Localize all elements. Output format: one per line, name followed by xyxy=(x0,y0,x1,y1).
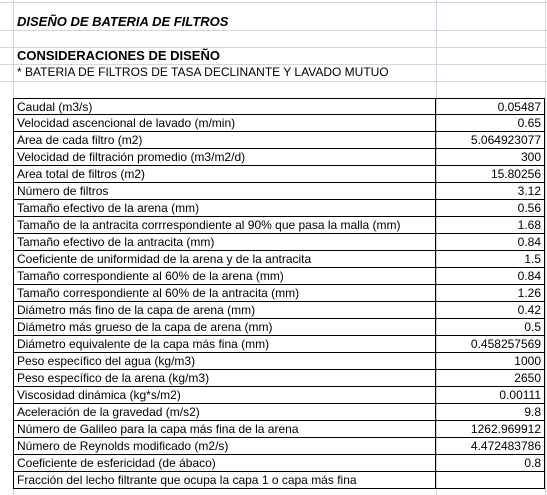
table-row xyxy=(0,455,547,472)
design-note[interactable]: * BATERIA DE FILTROS DE TASA DECLINANTE Y LAVADO MUTUO xyxy=(17,65,389,79)
parameter-label-cell[interactable]: Aceleración de la gravedad (m/s2) xyxy=(13,404,436,421)
parameter-label-cell[interactable]: Area total de filtros (m2) xyxy=(13,166,436,183)
parameter-value-cell[interactable]: 4.472483786 xyxy=(436,438,545,455)
table-row xyxy=(0,166,547,183)
parameter-value-cell[interactable]: 1.5 xyxy=(436,251,545,268)
parameter-label-cell[interactable]: Tamaño de la antracita corrrespondiente al 90% que pasa la malla (mm) xyxy=(13,217,436,234)
table-row xyxy=(0,404,547,421)
table-row xyxy=(0,268,547,285)
parameter-value-cell[interactable]: 15.80256 xyxy=(436,166,545,183)
parameter-value-cell[interactable]: 0.458257569 xyxy=(436,336,545,353)
parameter-value-cell[interactable]: 0.84 xyxy=(436,234,545,251)
parameter-label-cell[interactable]: Tamaño efectivo de la antracita (mm) xyxy=(13,234,436,251)
parameter-value-cell[interactable]: 1.68 xyxy=(436,217,545,234)
table-row xyxy=(0,336,547,353)
parameter-value-cell[interactable]: 300 xyxy=(436,149,545,166)
parameter-label-cell[interactable]: Peso específico de la arena (kg/m3) xyxy=(13,370,436,387)
gridline xyxy=(0,2,547,3)
parameter-value-cell[interactable]: 3.12 xyxy=(436,183,545,200)
parameter-label-cell[interactable]: Número de filtros xyxy=(13,183,436,200)
table-row xyxy=(0,234,547,251)
parameter-label-cell[interactable]: Caudal (m3/s) xyxy=(13,98,436,115)
parameter-value-cell[interactable]: 1.26 xyxy=(436,285,545,302)
table-row xyxy=(0,285,547,302)
table-row xyxy=(0,438,547,455)
gridline xyxy=(0,30,547,31)
parameter-value-cell[interactable]: 0.8 xyxy=(436,455,545,472)
parameter-label-cell[interactable]: Diámetro más fino de la capa de arena (mm) xyxy=(13,302,436,319)
parameter-value-cell[interactable]: 0.42 xyxy=(436,302,545,319)
table-row xyxy=(0,183,547,200)
table-row xyxy=(0,115,547,132)
parameter-label-cell[interactable]: Viscosidad dinámica (kg*s/m2) xyxy=(13,387,436,404)
table-row xyxy=(0,217,547,234)
parameter-label-cell[interactable]: Coeficiente de uniformidad de la arena y de la antracita xyxy=(13,251,436,268)
parameter-label-cell[interactable]: Diámetro equivalente de la capa más fina (mm) xyxy=(13,336,436,353)
parameter-value-cell[interactable]: 0.5 xyxy=(436,319,545,336)
parameter-label-cell[interactable]: Número de Galileo para la capa más fina de la arena xyxy=(13,421,436,438)
table-row xyxy=(0,421,547,438)
parameter-value-cell[interactable] xyxy=(436,472,545,489)
table-row xyxy=(0,302,547,319)
parameter-label-cell[interactable]: Area de cada filtro (m2) xyxy=(13,132,436,149)
parameter-label-cell[interactable]: Coeficiente de esfericidad (de ábaco) xyxy=(13,455,436,472)
parameter-label-cell[interactable]: Fracción del lecho filtrante que ocupa la capa 1 o capa más fina xyxy=(13,472,436,489)
parameter-value-cell[interactable]: 0.56 xyxy=(436,200,545,217)
parameter-label-cell[interactable]: Velocidad de filtración promedio (m3/m2/d) xyxy=(13,149,436,166)
table-row xyxy=(0,387,547,404)
table-row xyxy=(0,319,547,336)
parameter-label-cell[interactable]: Peso específico del agua (kg/m3) xyxy=(13,353,436,370)
sheet-title[interactable]: DISEÑO DE BATERIA DE FILTROS xyxy=(17,14,229,29)
table-row xyxy=(0,149,547,166)
gridline xyxy=(0,81,547,82)
table-row xyxy=(0,472,547,489)
parameter-value-cell[interactable]: 0.84 xyxy=(436,268,545,285)
parameter-value-cell[interactable]: 1000 xyxy=(436,353,545,370)
data-table xyxy=(0,98,547,489)
parameter-value-cell[interactable]: 1262.969912 xyxy=(436,421,545,438)
table-row xyxy=(0,370,547,387)
parameter-value-cell[interactable]: 0.05487 xyxy=(436,98,545,115)
parameter-label-cell[interactable]: Tamaño correspondiente al 60% de la antracita (mm) xyxy=(13,285,436,302)
parameter-label-cell[interactable]: Tamaño efectivo de la arena (mm) xyxy=(13,200,436,217)
parameter-value-cell[interactable]: 9.8 xyxy=(436,404,545,421)
table-row xyxy=(0,353,547,370)
parameter-value-cell[interactable]: 0.00111 xyxy=(436,387,545,404)
parameter-label-cell[interactable]: Velocidad ascencional de lavado (m/min) xyxy=(13,115,436,132)
table-row xyxy=(0,98,547,115)
table-row xyxy=(0,132,547,149)
parameter-label-cell[interactable]: Diámetro más grueso de la capa de arena (mm) xyxy=(13,319,436,336)
parameter-value-cell[interactable]: 5.064923077 xyxy=(436,132,545,149)
parameter-value-cell[interactable]: 2650 xyxy=(436,370,545,387)
table-row xyxy=(0,200,547,217)
parameter-value-cell[interactable]: 0.65 xyxy=(436,115,545,132)
parameter-label-cell[interactable]: Número de Reynolds modificado (m2/s) xyxy=(13,438,436,455)
table-row xyxy=(0,251,547,268)
parameter-label-cell[interactable]: Tamaño correspondiente al 60% de la arena (mm) xyxy=(13,268,436,285)
section-heading[interactable]: CONSIDERACIONES DE DISEÑO xyxy=(17,48,220,63)
